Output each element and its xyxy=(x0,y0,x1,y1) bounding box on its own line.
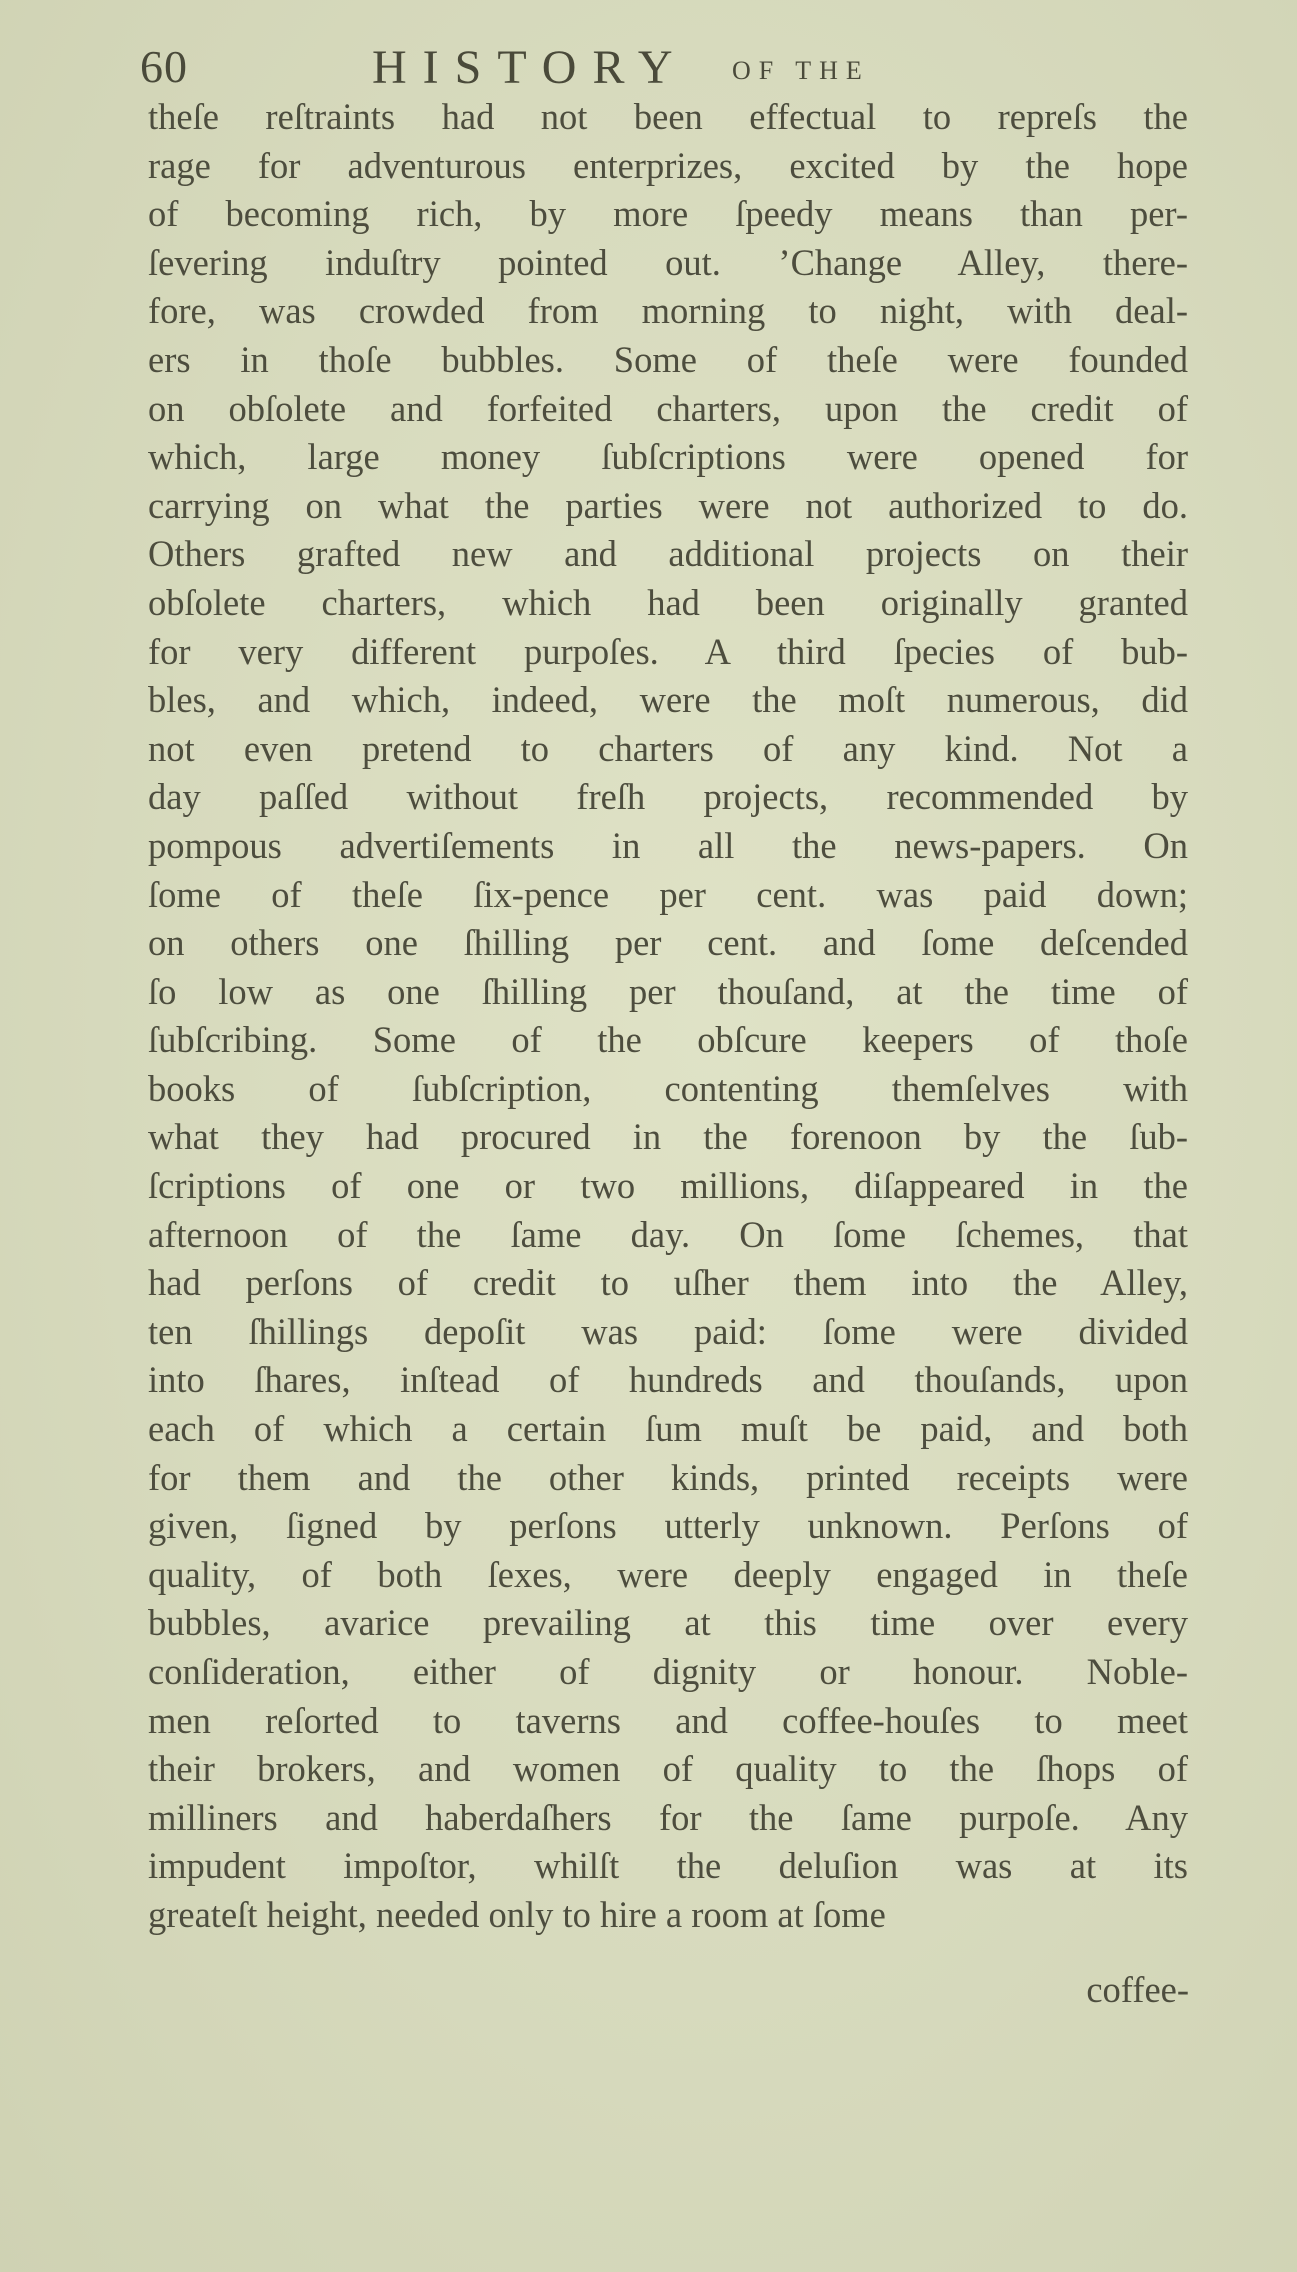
text-line: on others one ſhilling per cent. and ſome deſcended xyxy=(148,922,1188,964)
body-text xyxy=(148,93,1188,1940)
text-line: for very different purpoſes. A third ſpecies of bub- xyxy=(148,630,1188,672)
text-line: impudent impoſtor, whilſt the deluſion was at its xyxy=(148,1845,1188,1887)
text-line: men reſorted to taverns and coffee-houſes to meet xyxy=(148,1699,1188,1741)
running-title: HISTORY xyxy=(372,41,689,94)
text-line: which, large money ſubſcriptions were opened for xyxy=(148,436,1188,478)
text-line: ſevering induſtry pointed out. ’Change Alley, there- xyxy=(148,241,1188,283)
text-line: ten ſhillings depoſit was paid: ſome were divided xyxy=(148,1310,1188,1352)
text-line: bles, and which, indeed, were the moſt numerous, did xyxy=(148,679,1188,721)
text-line: obſolete charters, which had been originally granted xyxy=(148,581,1188,623)
text-line: theſe reſtraints had not been effectual to repreſs the xyxy=(148,96,1188,137)
text-line: what they had procured in the forenoon by the ſub- xyxy=(148,1116,1188,1158)
text-line: ſcriptions of one or two millions, diſappeared in the xyxy=(148,1165,1188,1207)
text-line: given, ſigned by perſons utterly unknown. Perſons of xyxy=(148,1505,1188,1547)
text-line: milliners and haberdaſhers for the ſame purpoſe. Any xyxy=(148,1796,1188,1838)
catchword: coffee- xyxy=(1086,1969,1189,2010)
text-line: each of which a certain ſum muſt be paid, and both xyxy=(148,1408,1188,1450)
text-line: pompous advertiſements in all the news-papers. On xyxy=(148,824,1188,866)
text-line: afternoon of the ſame day. On ſome ſchemes, that xyxy=(148,1213,1188,1255)
text-line: carrying on what the parties were not authorized to do. xyxy=(148,484,1188,526)
text-line: of becoming rich, by more ſpeedy means than per- xyxy=(148,193,1188,235)
text-line: on obſolete and forfeited charters, upon the credit of xyxy=(148,387,1188,429)
text-line: their brokers, and women of quality to the ſhops of xyxy=(148,1748,1188,1790)
text-line: ers in thoſe bubbles. Some of theſe were founded xyxy=(148,338,1188,380)
text-line: into ſhares, inſtead of hundreds and thouſands, upon xyxy=(148,1359,1188,1401)
text-line: had perſons of credit to uſher them into the Alley, xyxy=(148,1262,1188,1304)
running-title-suffix: OF THE xyxy=(732,56,870,85)
text-line: conſideration, either of dignity or honour. Noble- xyxy=(148,1651,1188,1692)
text-line: not even pretend to charters of any kind. Not a xyxy=(148,727,1188,769)
page-number: 60 xyxy=(140,41,188,92)
running-head xyxy=(140,40,1200,100)
text-line: Others grafted new and additional projects on their xyxy=(148,533,1188,575)
text-line: quality, of both ſexes, were deeply engaged in theſe xyxy=(148,1553,1188,1595)
text-line: ſome of theſe ſix-pence per cent. was paid down; xyxy=(148,873,1188,915)
text-line: fore, was crowded from morning to night, with deal- xyxy=(148,290,1188,332)
text-line: ſubſcribing. Some of the obſcure keepers of thoſe xyxy=(148,1019,1188,1061)
text-line: books of ſubſcription, contenting themſelves with xyxy=(148,1067,1188,1109)
text-line: day paſſed without freſh projects, recommended by xyxy=(148,776,1188,818)
text-line: bubbles, avarice prevailing at this time over every xyxy=(148,1602,1188,1644)
text-line: for them and the other kinds, printed receipts were xyxy=(148,1456,1188,1498)
text-line: greateſt height, needed only to hire a room at ſome xyxy=(148,1893,886,1935)
text-line: ſo low as one ſhilling per thouſand, at the time of xyxy=(148,970,1188,1012)
text-line: rage for adventurous enterprizes, excited by the hope xyxy=(148,144,1188,186)
